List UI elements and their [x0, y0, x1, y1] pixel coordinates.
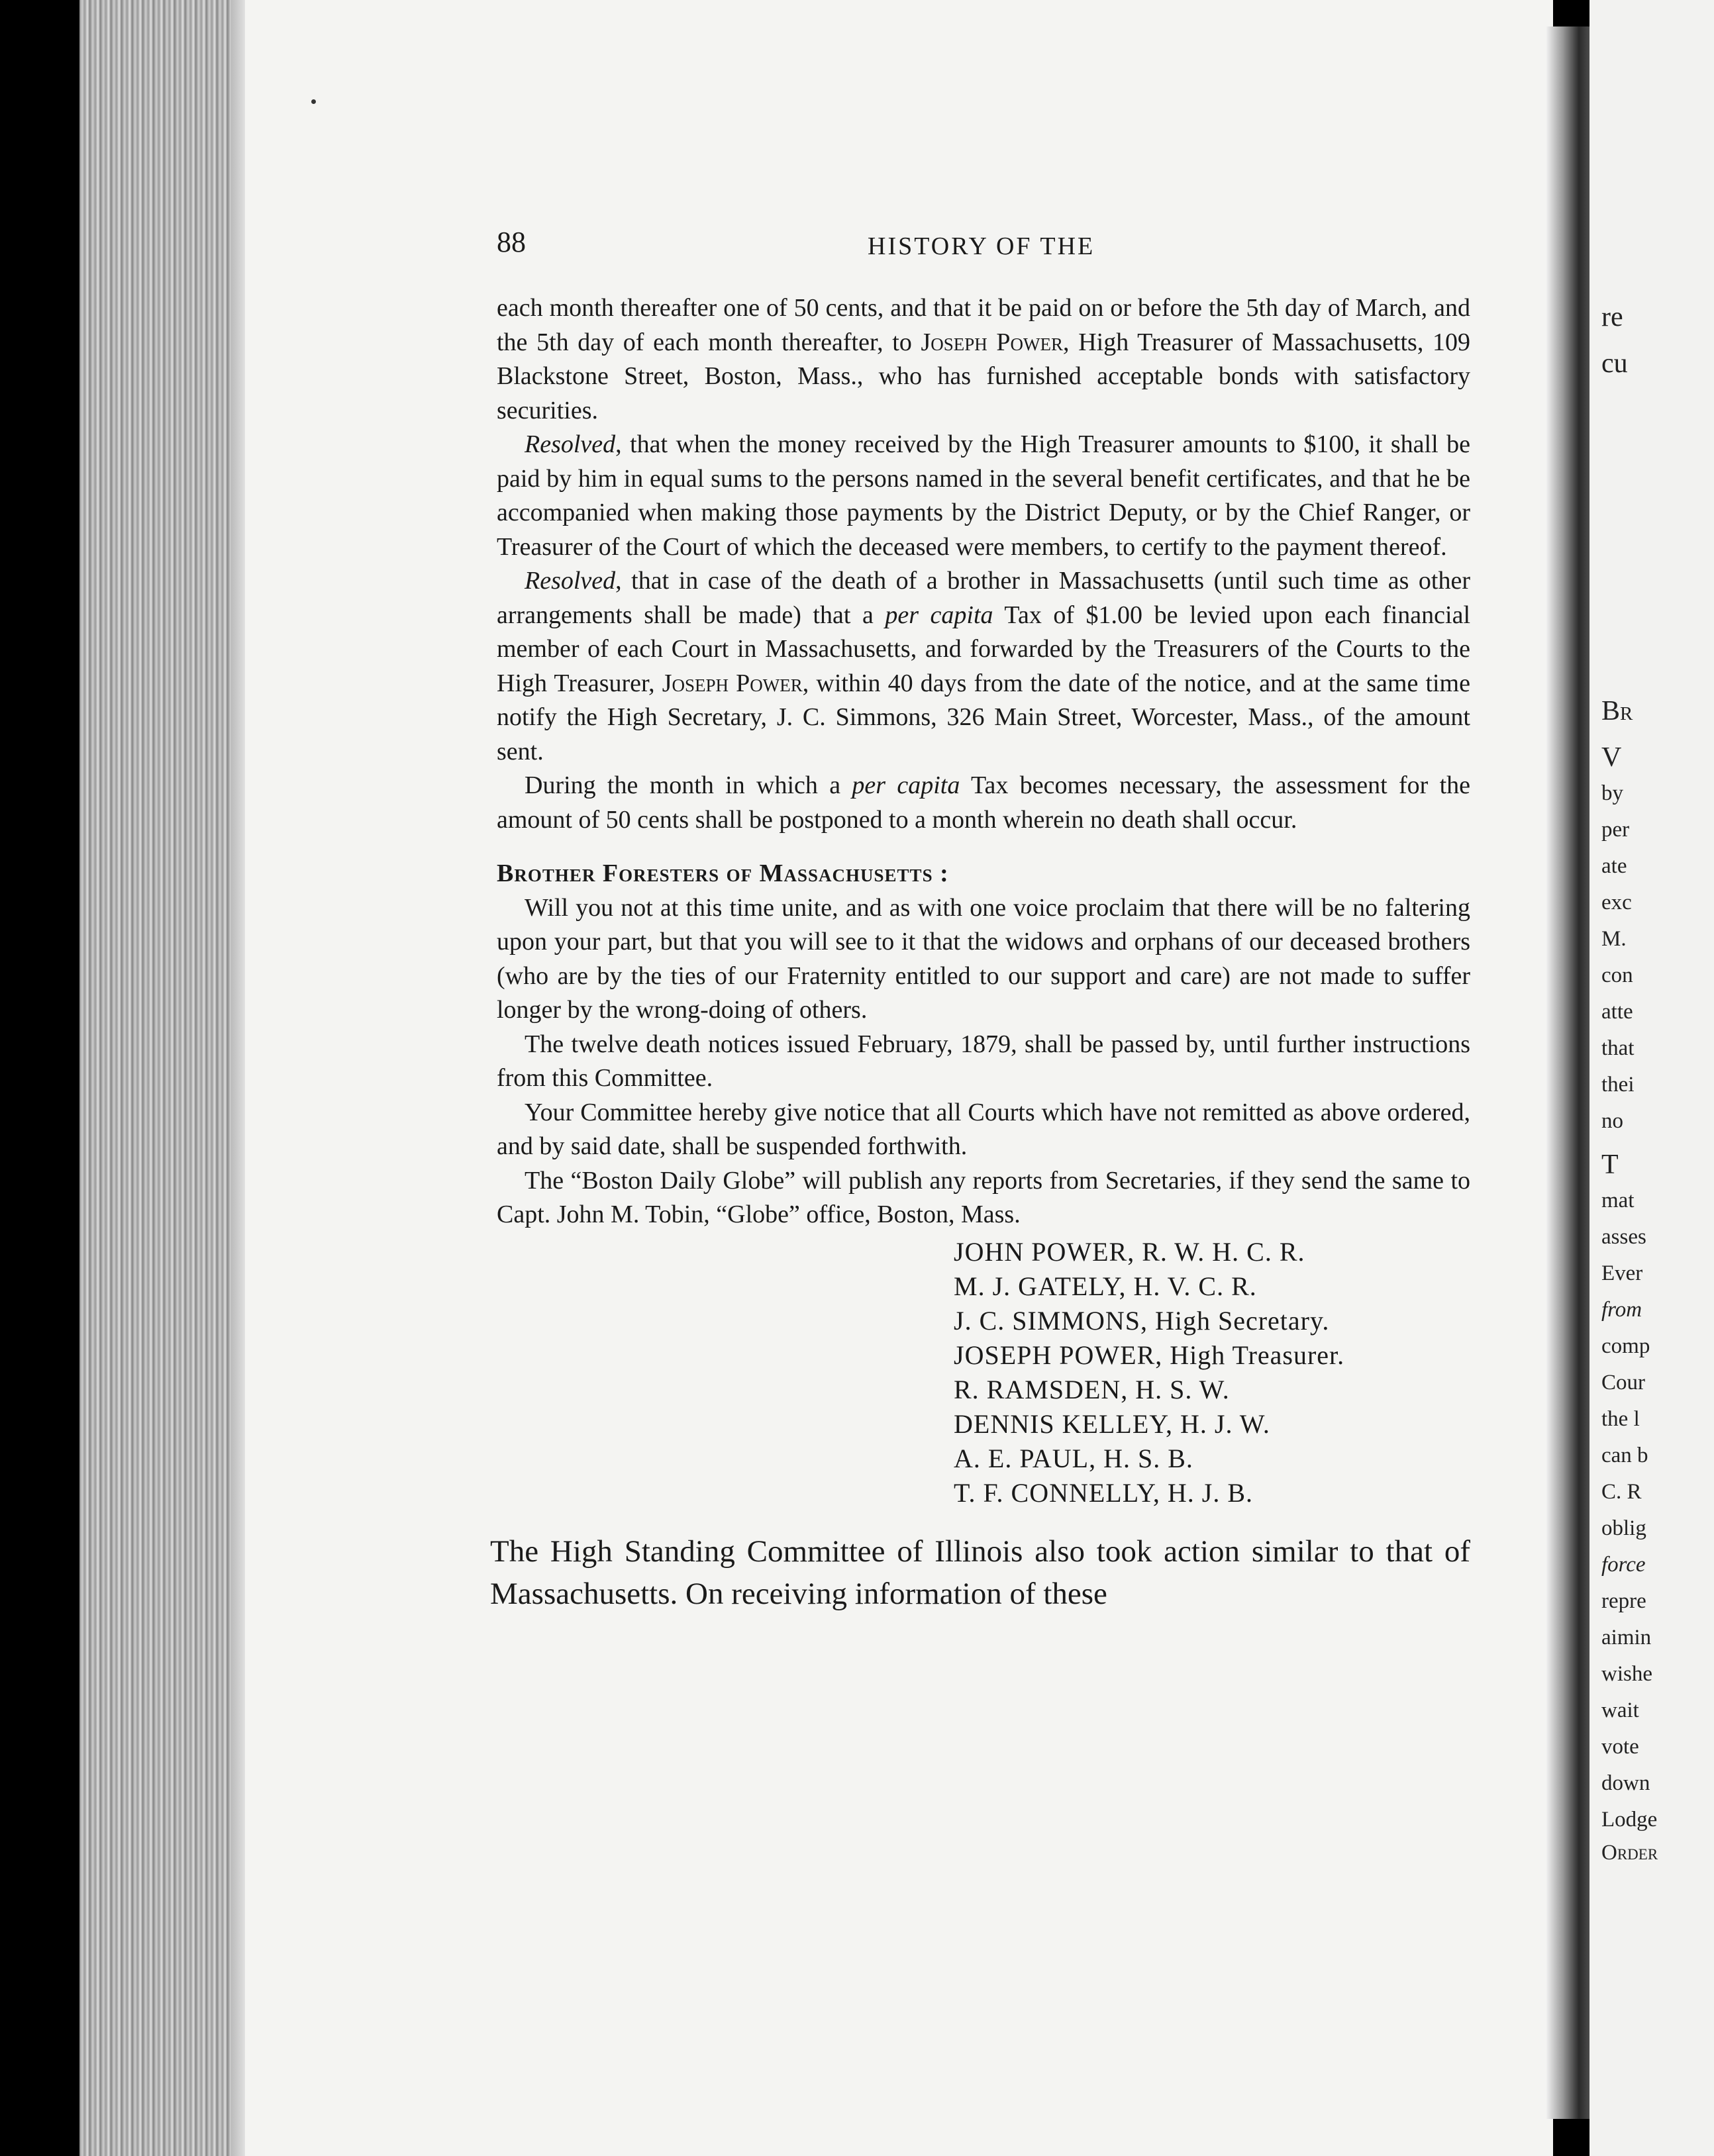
facing-page-fragment: wishe	[1601, 1662, 1652, 1686]
signature-line: JOHN POWER, R. W. H. C. R.	[954, 1236, 1305, 1267]
paragraph-text: Tax of $1.00 be levied upon each financial member of each Court in Massachusetts, and forwarded by the Treasurers of the Courts to the High Treasurer,	[497, 601, 1471, 697]
facing-page-fragment: the l	[1601, 1407, 1640, 1431]
facing-page-fragment: that	[1601, 1036, 1635, 1060]
signature-line: T. F. CONNELLY, H. J. B.	[954, 1477, 1254, 1508]
signature-line: J. C. SIMMONS, High Secretary.	[954, 1305, 1330, 1336]
facing-page-fragment: Cour	[1601, 1371, 1645, 1395]
paragraph	[497, 564, 1470, 769]
facing-page-fragment: thei	[1601, 1073, 1635, 1097]
body-text	[497, 291, 1470, 1232]
facing-page-fragment: Ever	[1601, 1261, 1643, 1285]
paragraph-text: Resolved	[525, 567, 616, 595]
book-gutter	[1546, 26, 1593, 2119]
paragraph	[497, 428, 1470, 564]
signature-line: M. J. GATELY, H. V. C. R.	[954, 1271, 1257, 1301]
signature-line: JOSEPH POWER, High Treasurer.	[954, 1340, 1345, 1370]
facing-page-fragment: exc	[1601, 891, 1632, 914]
paragraph-text: , that in case of the death of a brother in Massachusetts (until such time as other arrangements shall be made) that a	[497, 567, 1470, 629]
signature-line: R. RAMSDEN, H. S. W.	[954, 1374, 1230, 1404]
running-head-title: HISTORY OF THE	[868, 232, 1095, 260]
page-edges	[79, 0, 252, 2156]
facing-page-fragment: by	[1601, 781, 1623, 805]
facing-page-fragment: T	[1601, 1150, 1619, 1180]
facing-page-fragment: down	[1601, 1771, 1650, 1795]
facing-page-fragment: comp	[1601, 1334, 1650, 1358]
facing-page-fragment: M.	[1601, 927, 1627, 951]
page-content	[490, 225, 1471, 1615]
facing-page-fragment: vote	[1601, 1735, 1639, 1759]
page-number: 88	[497, 226, 526, 258]
closing-paragraph: The High Standing Committee of Illinois also took action similar to that of Massachusetts. On receiving information of these	[490, 1534, 1470, 1611]
paragraph	[497, 291, 1470, 428]
facing-page-fragment: Br	[1601, 696, 1633, 726]
paragraph-text: , within 40 days from the date of the notice, and at the same time notify the High Secretary, J. C. Simmons, 326 Main Street, Worcester, Mass., of the amount sent.	[497, 669, 1470, 765]
facing-page-fragment: no	[1601, 1109, 1623, 1133]
paragraph-text: each month thereafter one of 50 cents, and that it be paid on or before the 5th day of March, and the 5th day of each month thereafter, to	[497, 294, 1470, 356]
signature-line: A. E. PAUL, H. S. B.	[954, 1443, 1193, 1473]
paragraph-text: , High Treasurer of Massachusetts, 109 Blackstone Street, Boston, Mass., who has furnished acceptable bonds with satisfactory securities.	[497, 328, 1470, 424]
facing-page-fragment: asses	[1601, 1225, 1646, 1249]
signature-block	[954, 1235, 1470, 1510]
facing-page-fragment: from	[1601, 1298, 1642, 1322]
paragraph-text: per capita	[885, 601, 993, 629]
facing-page-fragment: per	[1601, 818, 1630, 842]
letter-paragraph: Your Committee hereby give notice that all Courts which have not remitted as above ordered, and by said date, shall be suspended forthwith.	[497, 1098, 1470, 1160]
facing-page	[1589, 0, 1714, 2156]
letter-address: Brother Foresters of Massachusetts :	[497, 859, 949, 887]
paragraph-text: , that when the money received by the High Treasurer amounts to $100, it shall be paid by him in equal sums to the persons named in the several benefit certificates, and that he be accompanied when making those payments by the District Deputy, or by the Chief Ranger, or Treasurer of the Court of which the deceased were members, to certify to the payment thereof.	[497, 430, 1470, 561]
running-head	[497, 225, 1470, 265]
facing-page-fragment: ate	[1601, 854, 1627, 878]
facing-page-fragment: Lodge	[1601, 1808, 1658, 1832]
facing-page-fragment: cu	[1601, 348, 1628, 379]
facing-page-fragment: can b	[1601, 1444, 1648, 1467]
paragraph-text: Joseph Power	[662, 669, 803, 697]
paragraph	[497, 769, 1470, 837]
facing-page-fragment: repre	[1601, 1589, 1646, 1613]
signature-line: DENNIS KELLEY, H. J. W.	[954, 1408, 1270, 1439]
facing-page-fragment: re	[1601, 302, 1623, 332]
facing-page-fragment: C. R	[1601, 1480, 1642, 1504]
facing-page-fragment: oblig	[1601, 1516, 1646, 1540]
paragraph-text: per capita	[852, 771, 960, 799]
facing-page-fragment: aimin	[1601, 1626, 1652, 1649]
letter-paragraph: Will you not at this time unite, and as with one voice proclaim that there will be no faltering upon your part, but that you will see to it that the widows and orphans of our deceased brothers (who are by the ties of our Fraternity entitled to our support and care) are not made to suffer longer by the wrong-doing of others.	[497, 893, 1470, 1024]
letter-paragraph: The “Boston Daily Globe” will publish any reports from Secretaries, if they send the same to Capt. John M. Tobin, “Globe” office, Boston, Mass.	[497, 1166, 1470, 1228]
facing-page-fragment: atte	[1601, 1000, 1633, 1024]
ink-speck	[311, 99, 316, 104]
letter-paragraph: The twelve death notices issued February, 1879, shall be passed by, until further instructions from this Committee.	[497, 1030, 1470, 1092]
paragraph-text: Tax becomes necessary, the assessment for the amount of 50 cents shall be postponed to a month wherein no death shall occur.	[497, 771, 1470, 834]
facing-page-fragment: wait	[1601, 1698, 1639, 1722]
facing-page-fragment: force	[1601, 1553, 1646, 1577]
facing-page-fragment: con	[1601, 963, 1633, 987]
paragraph-text: During the month in which a	[525, 771, 852, 799]
facing-page-fragment: V	[1601, 742, 1622, 773]
letter-body	[497, 891, 1470, 1232]
facing-page-fragment: Order	[1601, 1841, 1658, 1865]
facing-page-fragment: mat	[1601, 1189, 1635, 1212]
paragraph-text: Joseph Power	[921, 328, 1064, 356]
paragraph-text: Resolved	[525, 430, 616, 458]
resolutions	[497, 291, 1470, 837]
